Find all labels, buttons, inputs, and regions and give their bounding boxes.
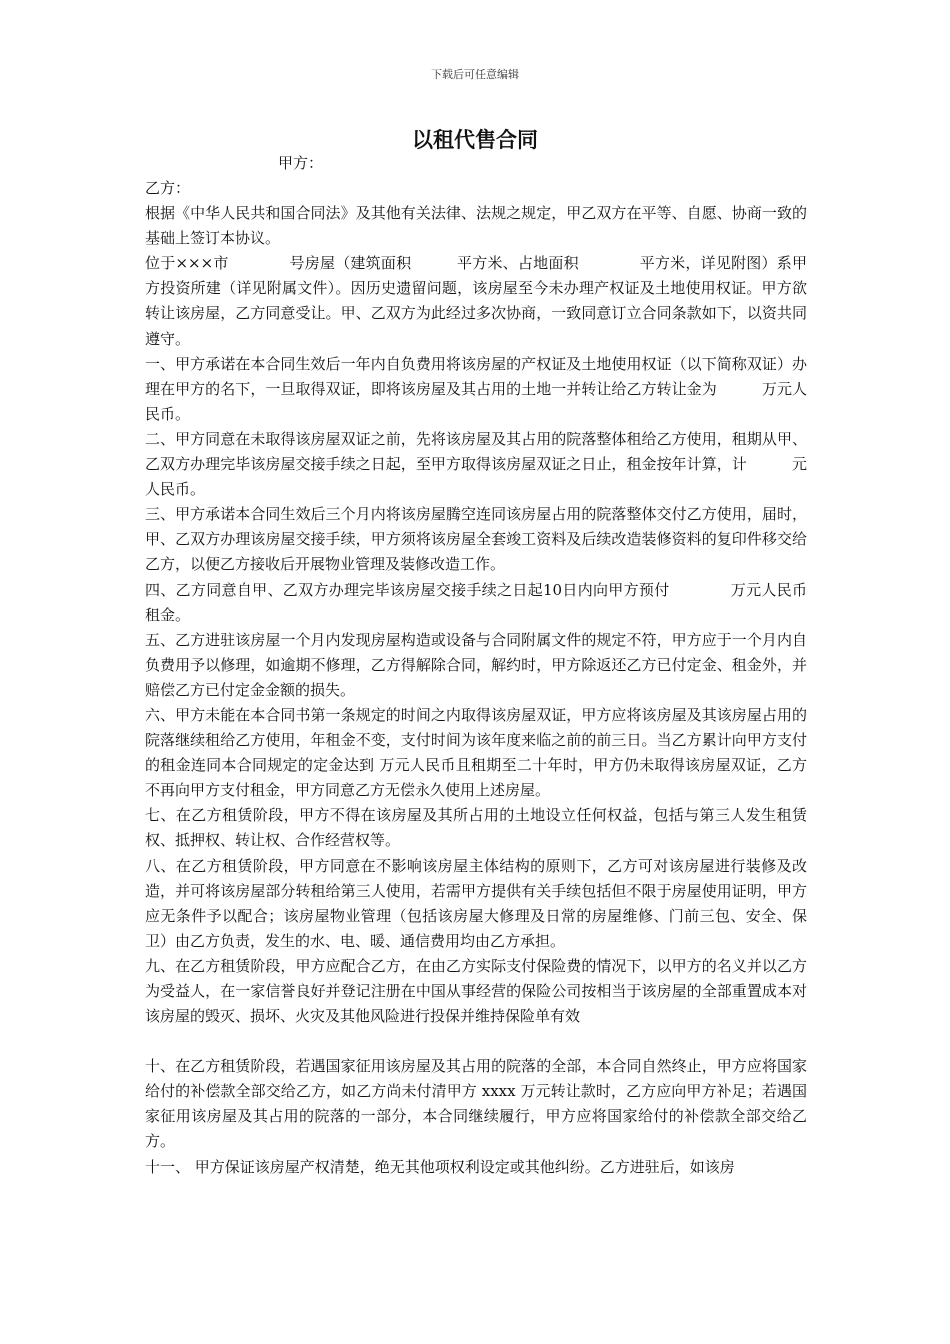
clause-9: 九、在乙方租赁阶段，甲方应配合乙方，在由乙方实际支付保险费的情况下，以甲方的名义并以乙方为受益人，在一家信誉良好并登记注册在中国从事经营的保险公司按相当于该房屋的全部重置成本对该房屋的毁灭、损坏、火灾及其他风险进行投保并维持保险单有效 bbox=[145, 956, 807, 1026]
clause-11: 十一、 甲方保证该房屋产权清楚，绝无其他项权利设定或其他纠纷。乙方进驻后，如该房 bbox=[145, 1157, 735, 1176]
clause-2: 二、甲方同意在未取得该房屋双证之前，先将该房屋及其占用的院落整体租给乙方使用，租期从甲、乙双方办理完毕该房屋交接手续之日起，至甲方取得该房屋双证之日止，租金按年计算，计 元人民币。 bbox=[145, 429, 807, 499]
clause-10: 十、在乙方租赁阶段，若遇国家征用该房屋及其占用的院落的全部，本合同自然终止，甲方应将国家给付的补偿款全部交给乙方，如乙方尚未付清甲方 xxxx 万元转让款时，乙方应向甲方补足；若遇国家征用该房屋及其占用的院落的一部分，本合同继续履行，甲方应将国家给付的补偿款全部交给乙方。 bbox=[145, 1057, 807, 1151]
clause-3: 三、甲方承诺本合同生效后三个月内将该房屋腾空连同该房屋占用的院落整体交付乙方使用，届时，甲、乙双方办理该房屋交接手续，甲方须将该房屋全套竣工资料及后续改造装修资料的复印件移交给乙方，以便乙方接收后开展物业管理及装修改造工作。 bbox=[145, 505, 807, 574]
property-description-paragraph: 位于×××市 号房屋（建筑面积 平方米、占地面积 平方米，详见附图）系甲方投资所建（详见附属文件）。因历史遗留问题，该房屋至今未办理产权证及土地使用权证。甲方欲转让该房屋，乙方同意受让。甲、乙双方为此经过多次协商，一致同意订立合同条款如下，以资共同遵守。 bbox=[145, 254, 807, 348]
clause-7: 七、在乙方租赁阶段，甲方不得在该房屋及其所占用的土地设立任何权益，包括与第三人发生租赁权、抵押权、转让权、合作经营权等。 bbox=[145, 806, 807, 850]
clause-8: 八、在乙方租赁阶段，甲方同意在不影响该房屋主体结构的原则下，乙方可对该房屋进行装修及改造，并可将该房屋部分转租给第三人使用，若需甲方提供有关手续包括但不限于房屋使用证明，甲方应无条件予以配合；该房屋物业管理（包括该房屋大修理及日常的房屋维修、门前三包、安全、保卫）由乙方负责，发生的水、电、暖、通信费用均由乙方承担。 bbox=[145, 856, 807, 950]
party-a-label: 甲方： bbox=[278, 154, 324, 172]
party-b-label: 乙方： bbox=[145, 179, 191, 197]
clause-6: 六、甲方未能在本合同书第一条规定的时间之内取得该房屋双证，甲方应将该房屋及其该房屋占用的院落继续租给乙方使用，年租金不变，支付时间为该年度来临之前的前三日。当乙方累计向甲方支付的租金连同本合同规定的定金达到 万元人民币且租期至二十年时，甲方仍未取得该房屋双证，乙方不再向甲方支付租金，甲方同意乙方无偿永久使用上述房屋。 bbox=[145, 705, 807, 800]
clause-5: 五、乙方进驻该房屋一个月内发现房屋构造或设备与合同附属文件的规定不符，甲方应于一个月内自负费用予以修理，如逾期不修理，乙方得解除合同，解约时，甲方除返还乙方已付定金、租金外，并赔偿乙方已付定金金额的损失。 bbox=[145, 630, 807, 699]
document-title: 以租代售合同 bbox=[412, 128, 538, 152]
clause-4: 四、乙方同意自甲、乙双方办理完毕该房屋交接手续之日起10日内向甲方预付 万元人民币租金。 bbox=[145, 580, 807, 624]
contract-body bbox=[145, 176, 807, 1180]
clause-1: 一、甲方承诺在本合同生效后一年内自负费用将该房屋的产权证及土地使用权证（以下简称双证）办理在甲方的名下，一旦取得双证，即将该房屋及其占用的土地一并转让给乙方转让金为 万元人民币。 bbox=[145, 354, 807, 423]
page-header-note: 下载后可任意编辑 bbox=[431, 68, 519, 81]
preamble-paragraph: 根据《中华人民共和国合同法》及其他有关法律、法规之规定，甲乙双方在平等、自愿、协商一致的基础上签订本协议。 bbox=[145, 204, 807, 248]
